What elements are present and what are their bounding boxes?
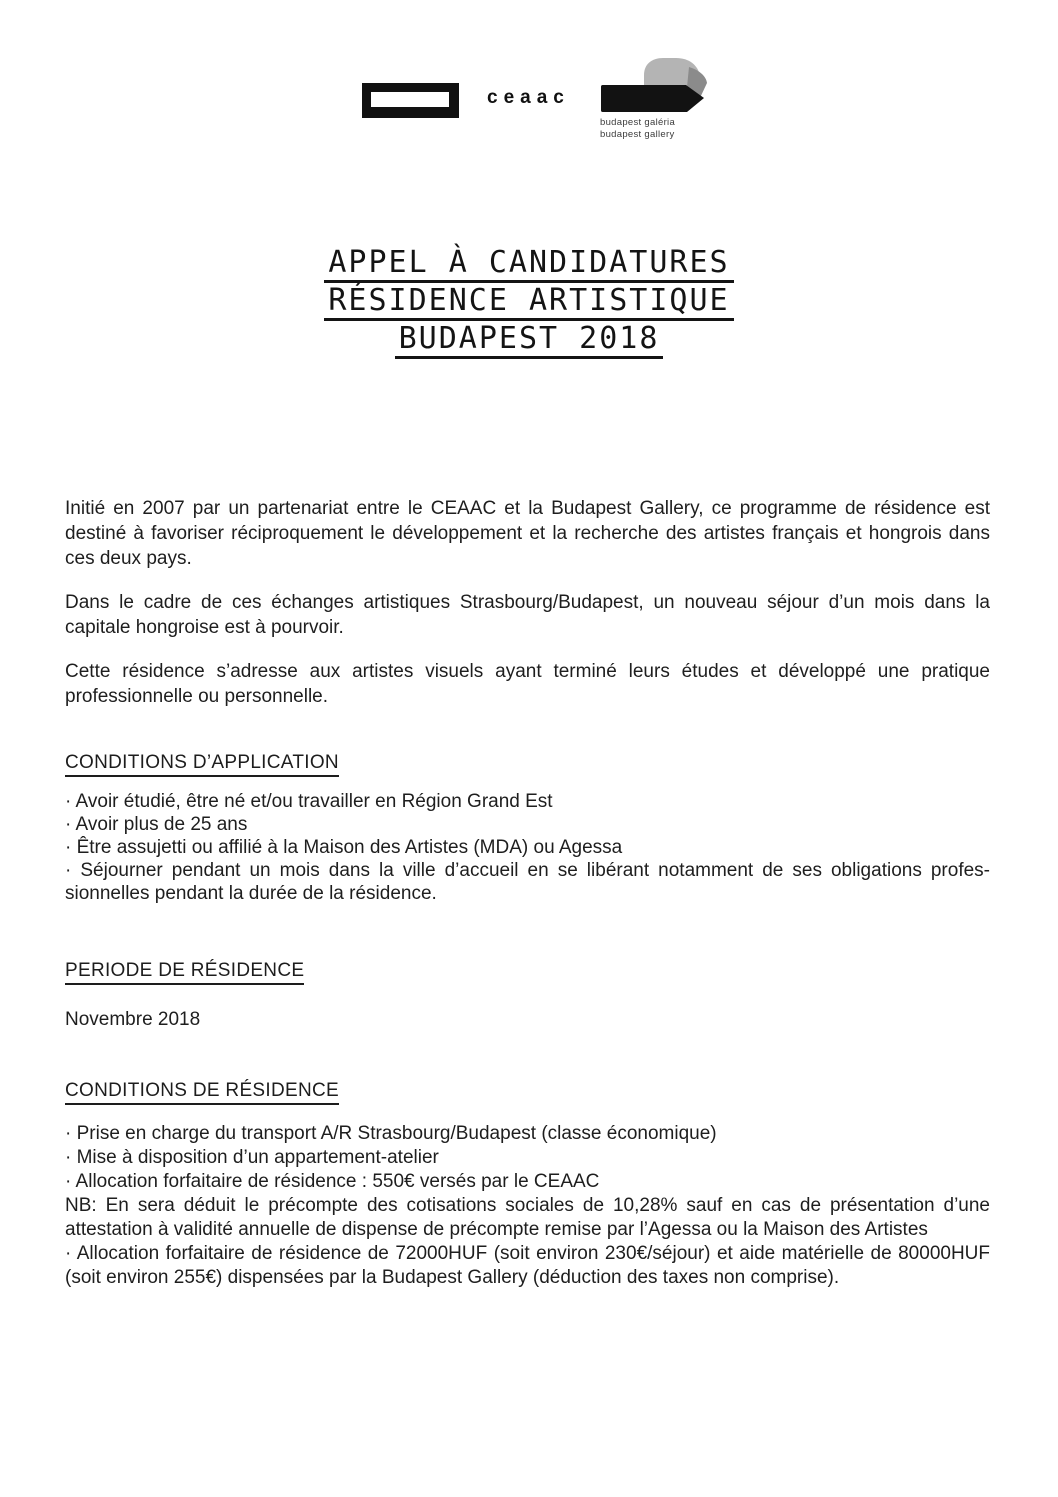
budapest-gallery-logo	[600, 55, 718, 141]
section-heading-residence	[65, 1080, 990, 1105]
heading-periode-residence: PERIODE DE RÉSIDENCE	[65, 960, 304, 985]
residence-conditions-list	[65, 1122, 990, 1290]
ceaac-logo-icon	[362, 83, 459, 118]
title-line-2: RÉSIDENCE ARTISTIQUE	[324, 286, 733, 321]
budapest-gallery-caption-en: budapest gallery	[600, 129, 675, 140]
section-heading-application	[65, 752, 990, 777]
document-title	[0, 245, 1058, 362]
intro-paragraph-1: Initié en 2007 par un partenariat entre le CEAAC et la Budapest Gallery, ce programme de résidence est destiné à favoriser réciproquement le développement et la recherche des artistes français et hongrois dans ces deux pays.	[65, 498, 990, 569]
intro-paragraph-3: Cette résidence s’adresse aux artistes visuels ayant terminé leurs études et développé une pratique professionnelle ou personnelle.	[65, 661, 990, 707]
title-line-3: BUDAPEST 2018	[395, 324, 664, 359]
list-item: · Être assujetti ou affilié à la Maison des Artistes (MDA) ou Agessa	[65, 837, 623, 858]
title-line-1: APPEL À CANDIDATURES	[324, 248, 733, 283]
list-item: · Prise en charge du transport A/R Strasbourg/Budapest (classe économique)	[65, 1123, 717, 1144]
ceaac-logo-inner-bar	[371, 92, 449, 107]
list-item: · Avoir plus de 25 ans	[65, 814, 248, 835]
heading-conditions-residence: CONDITIONS DE RÉSIDENCE	[65, 1080, 339, 1105]
list-item: · Mise à disposition d’un appartement-atelier	[65, 1147, 439, 1168]
heading-conditions-application: CONDITIONS D’APPLICATION	[65, 752, 339, 777]
intro-paragraph-2: Dans le cadre de ces échanges artistiques Strasbourg/Budapest, un nouveau séjour d’un mois dans la capitale hongroise est à pourvoir.	[65, 592, 990, 638]
budapest-gallery-pencil-icon	[600, 55, 712, 113]
ceaac-logo-wordmark: ceaac	[487, 87, 570, 108]
list-item: · Allocation forfaitaire de résidence : 550€ versés par le CEAAC	[65, 1171, 600, 1192]
section-heading-periode	[65, 960, 990, 985]
application-conditions-list	[65, 790, 990, 905]
residence-period-value: Novembre 2018	[65, 1009, 201, 1030]
list-item-nb-note: NB: En sera déduit le précompte des cotisations sociales de 10,28% sauf en cas de présentation d’une attestation à validité annuelle de dispense de précompte remise par l’Agessa ou la Maison des Artistes	[65, 1195, 990, 1240]
list-item: · Séjourner pendant un mois dans la ville d’accueil en se libérant notamment de ses obligations professionnelles pendant la durée de la résidence.	[65, 860, 990, 904]
budapest-gallery-caption-hu: budapest galéria	[600, 117, 676, 128]
list-item: · Avoir étudié, être né et/ou travailler en Région Grand Est	[65, 791, 553, 812]
list-item: · Allocation forfaitaire de résidence de 72000HUF (soit environ 230€/séjour) et aide matérielle de 80000HUF (soit environ 255€) dispensées par la Budapest Gallery (déduction des taxes non comprise).	[65, 1243, 990, 1288]
